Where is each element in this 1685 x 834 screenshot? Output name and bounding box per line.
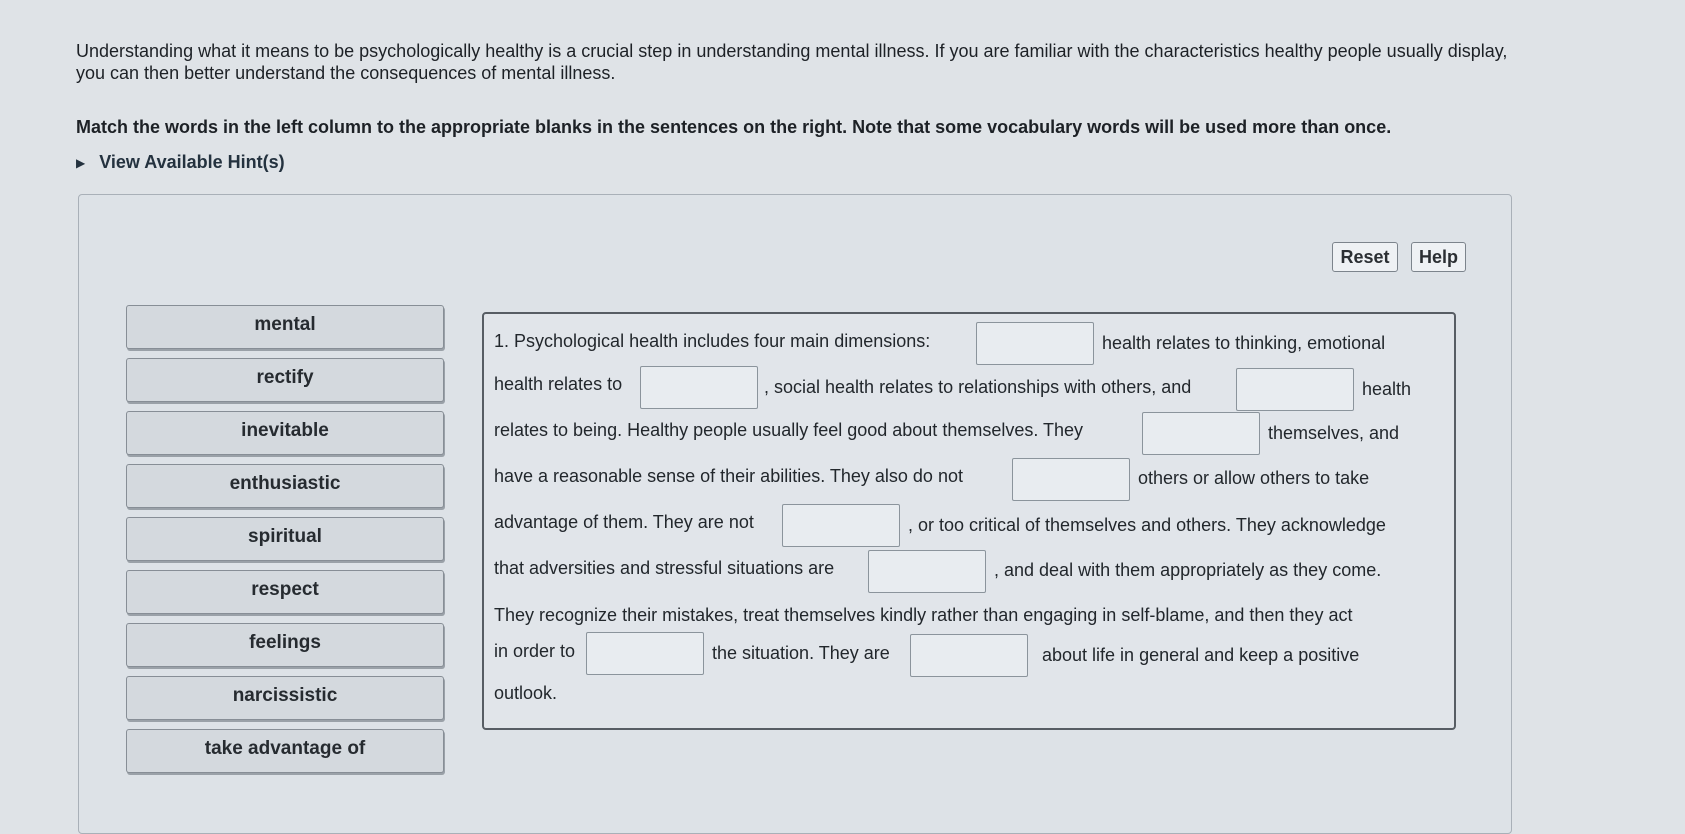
drop-blank-1[interactable] xyxy=(976,322,1094,365)
instructions: Match the words in the left column to the appropriate blanks in the sentences on the right. Note that some vocabulary words will be used more than once. xyxy=(76,117,1392,137)
word-tile-feelings[interactable]: feelings xyxy=(126,623,444,667)
sentence-text: , and deal with them appropriately as they come. xyxy=(994,560,1382,580)
help-button[interactable]: Help xyxy=(1411,242,1466,272)
sentence-text: about life in general and keep a positive xyxy=(1042,645,1360,665)
word-tile-enthusiastic[interactable]: enthusiastic xyxy=(126,464,444,508)
drop-blank-9[interactable] xyxy=(910,634,1028,677)
word-tile-narcissistic[interactable]: narcissistic xyxy=(126,676,444,720)
drop-blank-2[interactable] xyxy=(640,366,758,409)
drop-blank-6[interactable] xyxy=(782,504,900,547)
view-hints-toggle[interactable] xyxy=(76,152,285,173)
drop-blank-3[interactable] xyxy=(1236,368,1354,411)
intro-line-2: you can then better understand the consequences of mental illness. xyxy=(76,63,616,83)
sentence-text: that adversities and stressful situations are xyxy=(494,558,835,578)
word-tile-inevitable[interactable]: inevitable xyxy=(126,411,444,455)
sentence-text: , or too critical of themselves and others. They acknowledge xyxy=(908,515,1386,535)
sentence-text: relates to being. Healthy people usually feel good about themselves. They xyxy=(494,420,1084,440)
reset-button[interactable]: Reset xyxy=(1332,242,1398,272)
sentence-text: themselves, and xyxy=(1268,423,1400,443)
sentence-area xyxy=(482,312,1456,730)
sentence-text: in order to xyxy=(494,641,576,661)
word-tile-respect[interactable]: respect xyxy=(126,570,444,614)
intro-text xyxy=(76,40,1676,84)
word-tile-rectify[interactable]: rectify xyxy=(126,358,444,402)
sentence-text: others or allow others to take xyxy=(1138,468,1370,488)
sentence-text: have a reasonable sense of their abilities. They also do not xyxy=(494,466,963,486)
sentence-text: advantage of them. They are not xyxy=(494,512,754,532)
caret-right-icon: ▶ xyxy=(76,155,86,170)
sentence-text: , social health relates to relationships with others, and xyxy=(764,377,1192,397)
intro-line-1: Understanding what it means to be psychologically healthy is a crucial step in understanding mental illness. If you are familiar with the characteristics healthy people usually display, xyxy=(76,41,1508,61)
sentence-text: They recognize their mistakes, treat themselves kindly rather than engaging in self-blame, and then they act xyxy=(494,605,1353,625)
drop-blank-8[interactable] xyxy=(586,632,704,675)
word-tile-spiritual[interactable]: spiritual xyxy=(126,517,444,561)
word-tile-mental[interactable]: mental xyxy=(126,305,444,349)
word-tile-take-advantage-of[interactable]: take advantage of xyxy=(126,729,444,773)
drop-blank-4[interactable] xyxy=(1142,412,1260,455)
sentence-text: health relates to xyxy=(494,374,623,394)
drop-blank-7[interactable] xyxy=(868,550,986,593)
sentence-text: health xyxy=(1362,379,1412,399)
drop-blank-5[interactable] xyxy=(1012,458,1130,501)
sentence-text: outlook. xyxy=(494,683,558,703)
sentence-text: the situation. They are xyxy=(712,643,890,663)
sentence-text: 1. Psychological health includes four main dimensions: xyxy=(494,331,931,351)
hint-label: View Available Hint(s) xyxy=(99,152,285,172)
sentence-text: health relates to thinking, emotional xyxy=(1102,333,1386,353)
